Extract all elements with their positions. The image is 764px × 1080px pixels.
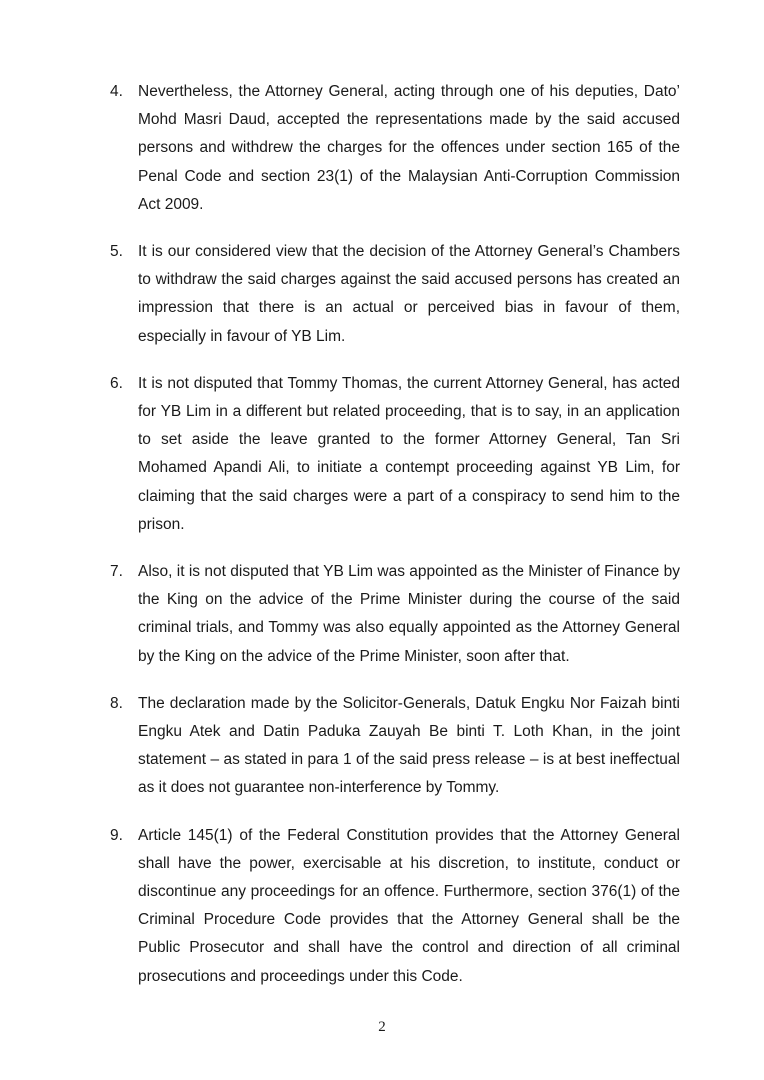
paragraph-9 — [110, 822, 680, 991]
paragraph-text: Article 145(1) of the Federal Constitution provides that the Attorney General shall have the power, exercisable at his discretion, to institute, conduct or discontinue any proceedings for an offence. Furthermore, section 376(1) of the Criminal Procedure Code provides that the Attorney General shall be the Public Prosecutor and shall have the control and direction of all criminal prosecutions and proceedings under this Code. — [138, 826, 680, 985]
paragraph-number: 7. — [110, 563, 123, 581]
page-number: 2 — [378, 1019, 386, 1035]
paragraph-text: Nevertheless, the Attorney General, acting through one of his deputies, Dato’ Mohd Masri Daud, accepted the representations made by the said accused persons and withdrew the charges for the offences under section 165 of the Penal Code and section 23(1) of the Malaysian Anti-Corruption Commission Act 2009. — [138, 83, 680, 213]
paragraph-4 — [110, 78, 680, 219]
paragraph-number: 6. — [110, 374, 123, 392]
paragraph-text: Also, it is not disputed that YB Lim was appointed as the Minister of Finance by the King on the advice of the Prime Minister during the course of the said criminal trials, and Tommy was also equally appointed as the Attorney General by the King on the advice of the Prime Minister, soon after that. — [138, 563, 680, 665]
paragraph-6 — [110, 370, 680, 539]
paragraph-8 — [110, 690, 680, 803]
paragraph-number: 5. — [110, 243, 123, 261]
paragraph-text: The declaration made by the Solicitor-Generals, Datuk Engku Nor Faizah binti Engku Atek and Datin Paduka Zauyah Be binti T. Loth Khan, in the joint statement – as stated in para 1 of the said press release – is at best ineffectual as it does not guarantee non-interference by Tommy. — [138, 694, 680, 797]
paragraph-list — [110, 78, 680, 1010]
paragraph-number: 8. — [110, 694, 123, 712]
paragraph-5 — [110, 238, 680, 351]
paragraph-7 — [110, 558, 680, 671]
paragraph-number: 4. — [110, 83, 123, 100]
paragraph-text: It is not disputed that Tommy Thomas, the current Attorney General, has acted for YB Lim in a different but related proceeding, that is to say, in an application to set aside the leave granted to the former Attorney General, Tan Sri Mohamed Apandi Ali, to initiate a contempt proceeding against YB Lim, for claiming that the said charges were a part of a conspiracy to send him to the prison. — [138, 374, 680, 533]
paragraph-text: It is our considered view that the decision of the Attorney General’s Chambers to withdraw the said charges against the said accused persons has created an impression that there is an actual or perceived bias in favour of them, especially in favour of YB Lim. — [138, 243, 680, 345]
paragraph-number: 9. — [110, 826, 123, 844]
